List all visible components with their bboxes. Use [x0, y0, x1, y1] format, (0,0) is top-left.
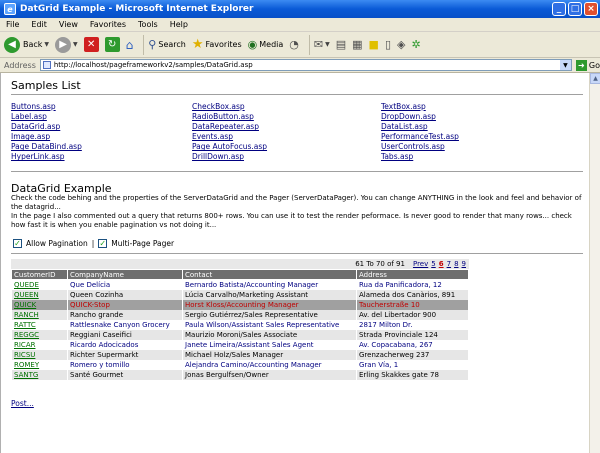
customerid-link[interactable]: QUEDE: [14, 280, 39, 289]
cell-contact: Jonas Bergulfsen/Owner: [183, 370, 357, 380]
cell-address: Strada Provinciale 124: [357, 330, 469, 340]
cell-customerid: [12, 370, 68, 380]
toolbar-divider: [309, 35, 310, 55]
cell-address: Gran Vía, 1: [357, 360, 469, 370]
link-textbox[interactable]: TextBox.asp: [381, 102, 426, 111]
customerid-link[interactable]: RICAR: [14, 340, 36, 349]
ie-icon: e: [4, 3, 16, 15]
cell-customerid: [12, 280, 68, 290]
edit-icon: ▦: [352, 38, 363, 51]
mail-button[interactable]: [314, 38, 330, 51]
pager: [11, 259, 469, 269]
cell-customerid: [12, 360, 68, 370]
table-header-row: [12, 270, 469, 280]
link-radiobutton[interactable]: RadioButton.asp: [192, 112, 254, 122]
cell-address: Erling Skakkes gate 78: [357, 370, 469, 380]
history-button[interactable]: [289, 38, 299, 51]
pager-page-9[interactable]: 9: [461, 260, 466, 268]
link-datagrid[interactable]: DataGrid.asp: [11, 122, 61, 132]
cell-company: Santé Gourmet: [68, 370, 183, 380]
cell-contact: Horst Kloss/Accounting Manager: [183, 300, 357, 310]
cell-address: Rua da Panificadora, 12: [357, 280, 469, 290]
link-drilldown[interactable]: DrillDown.asp: [192, 152, 245, 162]
link-usercontrols[interactable]: UserControls.asp: [381, 142, 445, 152]
link-label[interactable]: Label.asp: [11, 112, 47, 122]
maximize-button[interactable]: □: [568, 2, 582, 16]
media-button[interactable]: [248, 38, 284, 51]
back-label: Back: [23, 40, 43, 49]
customerid-link[interactable]: SANTG: [14, 370, 39, 379]
star-icon: ★: [191, 37, 204, 52]
table-row[interactable]: [12, 360, 469, 370]
cell-company: QUICK-Stop: [68, 300, 183, 310]
folder-icon: ■: [368, 38, 379, 51]
table-row[interactable]: [12, 330, 469, 340]
printer-icon: ▤: [335, 38, 347, 51]
forward-arrow-icon: ▶: [55, 37, 71, 53]
discuss-button[interactable]: [369, 38, 379, 51]
cell-address: Alameda dos Canàrios, 891: [357, 290, 469, 300]
chevron-down-icon[interactable]: ▼: [560, 60, 571, 70]
window-title: DatGrid Example - Microsoft Internet Explorer: [20, 4, 254, 14]
datagrid: [11, 259, 469, 380]
table-row[interactable]: [12, 310, 469, 320]
menu-file[interactable]: File: [6, 20, 20, 29]
allow-pagination-checkbox[interactable]: ✓: [14, 238, 21, 248]
description-line-2: In the page I also commented out a query that returns 800+ rows. You can use it to test the render peformace. Is never good to render that many rows... check how fast it is when you enable pagination vs not doing it...: [11, 212, 572, 229]
pager-page-5[interactable]: 5: [431, 260, 436, 268]
cell-customerid: [12, 350, 68, 360]
description-line-1: Check the code behing and the properties of the ServerDataGrid and the Pager (ServerDataPager). You can change ANYTHING in the look and feel and behavior of the datagrid...: [11, 194, 582, 211]
mail-icon: ✉: [313, 38, 324, 51]
title-bar: [0, 0, 600, 18]
home-button[interactable]: [126, 38, 134, 52]
post-link[interactable]: Post...: [11, 399, 34, 408]
address-input[interactable]: [40, 59, 572, 71]
table-row[interactable]: [12, 350, 469, 360]
address-url: http://localhost/pageframeworkv2/samples/DataGrid.asp: [53, 61, 253, 69]
messenger-button[interactable]: [385, 38, 391, 51]
home-icon: ⌂: [125, 37, 134, 52]
cell-customerid: [12, 330, 68, 340]
datagrid-title: DataGrid Example: [11, 182, 112, 195]
toolbar: [0, 32, 600, 58]
link-events[interactable]: Events.asp: [192, 132, 234, 142]
back-arrow-icon: ◀: [4, 37, 20, 53]
allow-pagination-label: Allow Pagination: [26, 239, 88, 248]
favorites-button[interactable]: [192, 37, 242, 52]
link-hyperlink[interactable]: HyperLink.asp: [11, 152, 65, 162]
cell-company: Romero y tomillo: [68, 360, 183, 370]
cell-customerid: [12, 300, 68, 310]
cell-customerid: [12, 290, 68, 300]
people-icon: ✲: [411, 38, 421, 51]
cell-company: Richter Supermarkt: [68, 350, 183, 360]
samples-list-title: Samples List: [11, 79, 81, 92]
cell-contact: Alejandra Camino/Accounting Manager: [183, 360, 357, 370]
customerid-link[interactable]: RICSU: [14, 350, 36, 359]
link-tabs[interactable]: Tabs.asp: [381, 152, 414, 162]
options-separator: |: [91, 239, 95, 248]
address-label: Address: [4, 60, 36, 70]
search-button[interactable]: [148, 38, 186, 51]
link-datarepeater[interactable]: DataRepeater.asp: [192, 122, 259, 132]
customerid-link[interactable]: QUEEN: [14, 290, 39, 299]
cell-contact: Maurizio Moroni/Sales Associate: [183, 330, 357, 340]
address-bar: [0, 58, 600, 73]
link-datalist[interactable]: DataList.asp: [381, 122, 428, 132]
menu-favorites[interactable]: Favorites: [89, 20, 127, 29]
cell-contact: Paula Wilson/Assistant Sales Representative: [183, 320, 357, 330]
edit-button[interactable]: [352, 38, 362, 51]
cell-address: Taucherstraße 10: [357, 300, 469, 310]
link-dropdown[interactable]: DropDown.asp: [381, 112, 436, 122]
cell-contact: Bernardo Batista/Accounting Manager: [183, 280, 357, 290]
go-arrow-icon: ➜: [576, 60, 587, 71]
cell-address: Av. Copacabana, 267: [357, 340, 469, 350]
cell-customerid: [12, 340, 68, 350]
table-row-selected[interactable]: [12, 300, 469, 310]
cell-company: Reggiani Caseifici: [68, 330, 183, 340]
refresh-button[interactable]: [105, 37, 120, 52]
scroll-up-arrow-icon[interactable]: ▲: [590, 73, 600, 84]
options-row: [13, 239, 174, 248]
go-label: Go: [588, 60, 600, 70]
close-button[interactable]: ×: [584, 2, 598, 16]
pager-range: 61 To 70 of 91: [355, 260, 405, 268]
media-label: Media: [259, 40, 284, 49]
link-checkbox[interactable]: CheckBox.asp: [192, 102, 245, 111]
column-header-companyname[interactable]: CompanyName: [68, 270, 183, 280]
pager-page-7[interactable]: 7: [446, 260, 452, 268]
refresh-icon: ↻: [105, 37, 120, 52]
cell-customerid: [12, 320, 68, 330]
divider: [11, 94, 583, 95]
research-icon: ◈: [397, 38, 406, 51]
column-header-customerid[interactable]: CustomerID: [12, 270, 68, 280]
cell-address: 2817 Milton Dr.: [357, 320, 469, 330]
media-icon: ◉: [247, 38, 258, 51]
divider: [11, 171, 583, 172]
table-row[interactable]: [12, 280, 469, 290]
menu-bar: [0, 18, 600, 32]
customerid-link[interactable]: RATTC: [14, 320, 36, 329]
toolbar-divider: [143, 35, 144, 55]
cell-contact: Lúcia Carvalho/Marketing Assistant: [183, 290, 357, 300]
customerid-link[interactable]: ROMEY: [14, 360, 40, 369]
customerid-link[interactable]: RANCH: [14, 310, 39, 319]
menu-edit[interactable]: Edit: [31, 20, 47, 29]
cell-address: Grenzacherweg 237: [357, 350, 469, 360]
cell-company: Que Delícia: [68, 280, 183, 290]
chevron-down-icon: ▼: [73, 41, 78, 48]
stop-button[interactable]: [84, 37, 99, 52]
link-buttons[interactable]: Buttons.asp: [11, 102, 56, 111]
column-header-contact[interactable]: Contact: [183, 270, 357, 280]
stop-icon: ✕: [84, 37, 99, 52]
cell-address: Av. del Libertador 900: [357, 310, 469, 320]
search-label: Search: [158, 40, 186, 49]
research-button[interactable]: [397, 38, 405, 51]
messenger-people-button[interactable]: [411, 38, 420, 51]
cell-contact: Sergio Gutiérrez/Sales Representative: [183, 310, 357, 320]
pager-prev-link[interactable]: Prev: [412, 260, 429, 268]
history-icon: ◔: [289, 38, 299, 51]
print-button[interactable]: [336, 38, 346, 51]
link-page-databind[interactable]: Page DataBind.asp: [11, 142, 82, 152]
cell-contact: Janete Limeira/Assistant Sales Agent: [183, 340, 357, 350]
favorites-label: Favorites: [205, 40, 242, 49]
go-button[interactable]: [576, 60, 600, 71]
table-row[interactable]: [12, 290, 469, 300]
menu-view[interactable]: View: [58, 20, 78, 29]
page-icon: [43, 61, 51, 69]
table-row[interactable]: [12, 370, 469, 380]
device-icon: ▯: [384, 38, 392, 51]
multi-page-label: Multi-Page Pager: [111, 239, 175, 248]
menu-help[interactable]: Help: [169, 20, 188, 29]
cell-company: Rancho grande: [68, 310, 183, 320]
chevron-down-icon: ▼: [325, 41, 330, 48]
samples-links: [11, 102, 583, 163]
vertical-scrollbar[interactable]: [589, 73, 600, 453]
cell-company: Ricardo Adocicados: [68, 340, 183, 350]
table-row[interactable]: [12, 340, 469, 350]
pager-page-8[interactable]: 8: [454, 260, 459, 268]
cell-customerid: [12, 310, 68, 320]
search-icon: ⚲: [148, 38, 157, 51]
divider: [11, 253, 583, 254]
customerid-link[interactable]: QUICK: [14, 300, 37, 309]
page-viewport: [0, 73, 589, 453]
multi-page-checkbox[interactable]: ✓: [99, 238, 107, 248]
column-header-address[interactable]: Address: [357, 270, 469, 280]
datagrid-description: [11, 194, 586, 230]
cell-company: Queen Cozinha: [68, 290, 183, 300]
forward-button[interactable]: [55, 37, 78, 53]
pager-page-6[interactable]: 6: [438, 260, 444, 268]
back-button[interactable]: [4, 37, 49, 53]
table-row[interactable]: [12, 320, 469, 330]
cell-company: Rattlesnake Canyon Grocery: [68, 320, 183, 330]
link-image[interactable]: Image.asp: [11, 132, 51, 142]
chevron-down-icon: ▼: [44, 41, 50, 48]
cell-contact: Michael Holz/Sales Manager: [183, 350, 357, 360]
link-page-autofocus[interactable]: Page AutoFocus.asp: [192, 142, 268, 152]
menu-tools[interactable]: Tools: [138, 20, 158, 29]
customerid-link[interactable]: REGGC: [14, 330, 40, 339]
customers-table: [11, 269, 469, 380]
link-performancetest[interactable]: PerformanceTest.asp: [381, 132, 459, 142]
minimize-button[interactable]: _: [552, 2, 566, 16]
